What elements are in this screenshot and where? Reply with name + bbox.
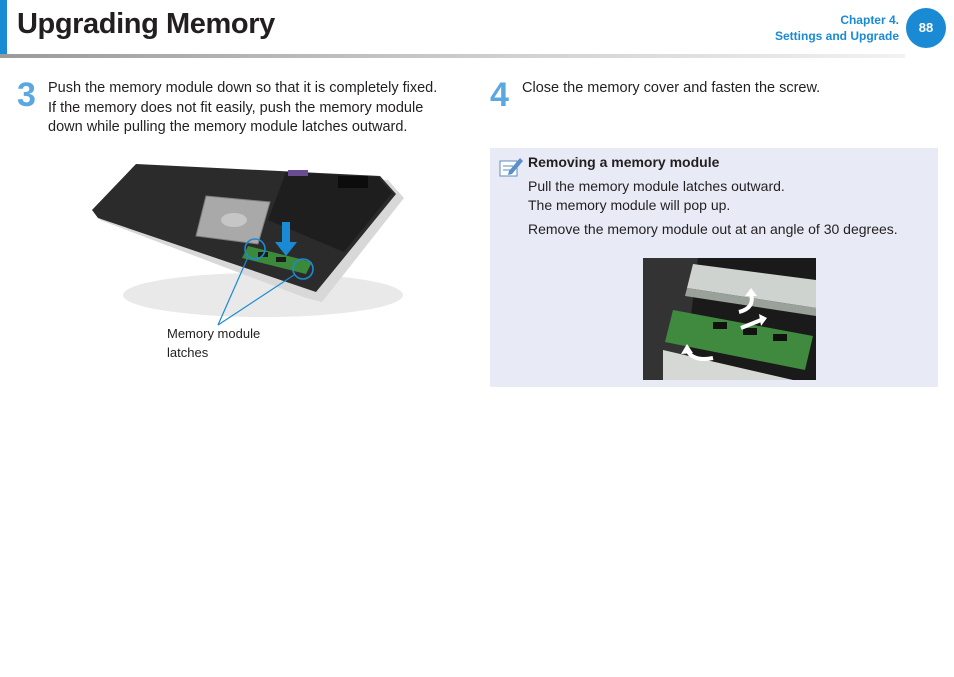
callout-line-2: latches xyxy=(167,345,209,360)
note-line-1: Pull the memory module latches outward. xyxy=(528,178,785,194)
header-accent-bar xyxy=(0,0,7,54)
note-title: Removing a memory module xyxy=(528,154,720,170)
ram-chip xyxy=(713,322,727,329)
chapter-label: Chapter 4. xyxy=(840,13,899,27)
note-line-2: The memory module will pop up. xyxy=(528,197,731,213)
note-line-3: Remove the memory module out at an angle of 30 degrees. xyxy=(528,221,898,237)
step-3-line-1: Push the memory module down so that it is completely fixed. xyxy=(48,80,438,96)
callout-line-1: Memory module xyxy=(167,326,261,341)
step-3-text xyxy=(48,79,478,138)
page-number-badge: 88 xyxy=(906,8,946,48)
step-3-number: 3 xyxy=(17,76,36,114)
step-4-number: 4 xyxy=(490,76,509,114)
page-title: Upgrading Memory xyxy=(17,8,275,40)
header-divider xyxy=(0,54,905,58)
step-3-line-3: down while pulling the memory module latches outward. xyxy=(48,119,408,135)
memory-removal-photo xyxy=(643,258,816,380)
memory-chip xyxy=(276,257,286,262)
pencil-note-icon xyxy=(498,154,524,180)
memory-latches-callout xyxy=(167,324,260,362)
note-box xyxy=(490,148,938,387)
ram-chip xyxy=(773,334,787,341)
battery-latch xyxy=(338,176,368,188)
step-3-line-2: If the memory does not fit easily, push the memory module xyxy=(48,99,424,116)
ram-chip xyxy=(743,328,757,335)
chapter-heading xyxy=(775,12,899,44)
hard-drive-platter xyxy=(221,213,247,227)
section-label: Settings and Upgrade xyxy=(774,29,899,43)
step-4-text: Close the memory cover and fasten the screw. xyxy=(522,80,821,96)
label-sticker xyxy=(288,170,308,176)
